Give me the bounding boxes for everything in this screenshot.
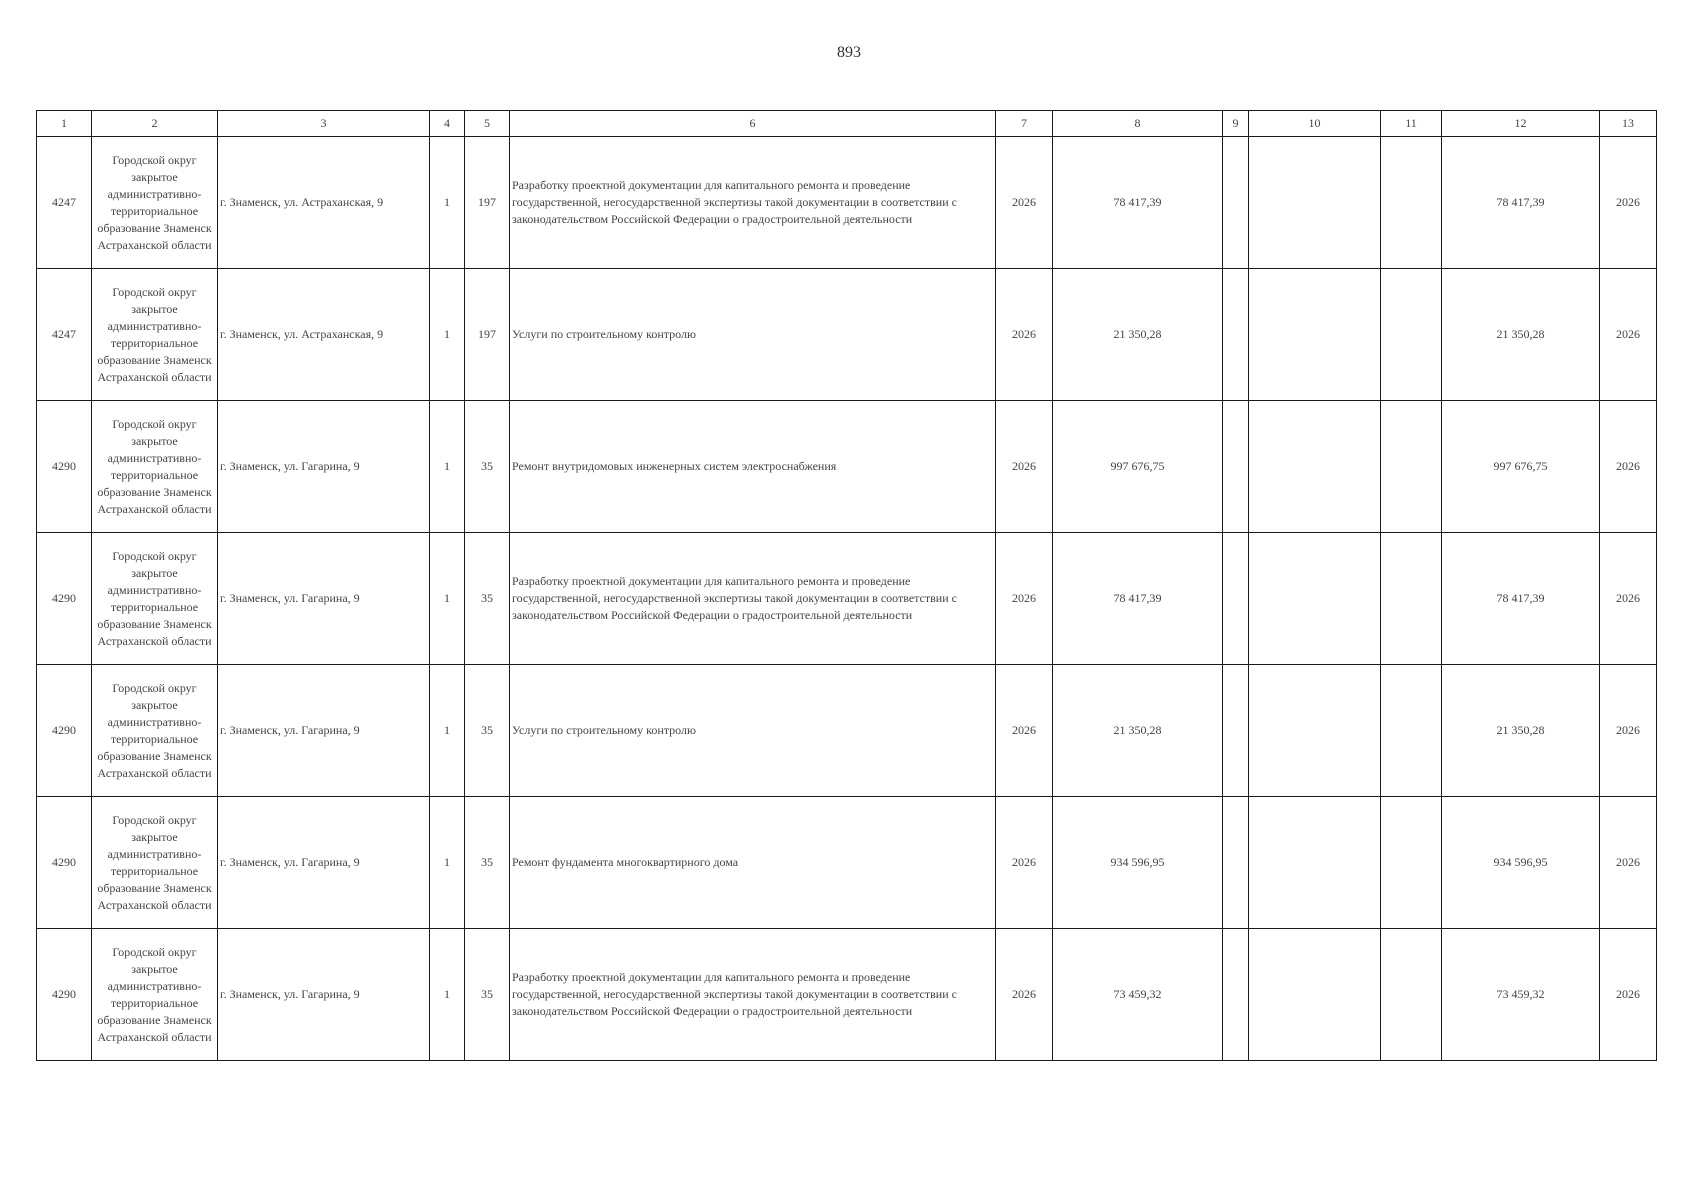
cell-col13: 2026 — [1600, 797, 1657, 929]
cell-year: 2026 — [996, 401, 1053, 533]
cell-col13: 2026 — [1600, 665, 1657, 797]
cell-municipality — [92, 533, 218, 665]
cell-total: 997 676,75 — [1053, 401, 1223, 533]
cell-address: г. Знаменск, ул. Гагарина, 9 — [218, 533, 430, 665]
cell-col10 — [1249, 269, 1381, 401]
cell-municipality — [92, 929, 218, 1061]
cell-col9 — [1223, 665, 1249, 797]
col-header-6: 6 — [510, 111, 996, 137]
cell-municipality — [92, 401, 218, 533]
cell-col13: 2026 — [1600, 137, 1657, 269]
municipality-text: Городской округ закрытое административно-территориальное образование Знаменск Астраханской области — [97, 416, 212, 516]
cell-col12: 78 417,39 — [1442, 137, 1600, 269]
cell-total: 21 350,28 — [1053, 665, 1223, 797]
cell-municipality — [92, 269, 218, 401]
cell-total: 78 417,39 — [1053, 137, 1223, 269]
cell-work-type: Ремонт внутридомовых инженерных систем электроснабжения — [510, 401, 996, 533]
cell-col12: 78 417,39 — [1442, 533, 1600, 665]
cell-col12: 997 676,75 — [1442, 401, 1600, 533]
cell-year: 2026 — [996, 665, 1053, 797]
cell-address: г. Знаменск, ул. Гагарина, 9 — [218, 401, 430, 533]
cell-col5: 197 — [465, 137, 510, 269]
cell-work-type: Разработку проектной документации для капитального ремонта и проведение государственной, негосударственной экспертизы такой документации в соответствии с законодательством Российской Федерации о градостроительной деятельности — [510, 533, 996, 665]
col-header-4: 4 — [430, 111, 465, 137]
cell-year: 2026 — [996, 137, 1053, 269]
col-header-7: 7 — [996, 111, 1053, 137]
cell-total: 21 350,28 — [1053, 269, 1223, 401]
cell-municipality — [92, 665, 218, 797]
cell-id: 4290 — [37, 797, 92, 929]
cell-work-type: Услуги по строительному контролю — [510, 665, 996, 797]
cell-col11 — [1381, 137, 1442, 269]
municipality-text: Городской округ закрытое административно-территориальное образование Знаменск Астраханской области — [97, 680, 212, 780]
cell-work-type: Разработку проектной документации для капитального ремонта и проведение государственной, негосударственной экспертизы такой документации в соответствии с законодательством Российской Федерации о градостроительной деятельности — [510, 137, 996, 269]
table-row — [37, 797, 1657, 929]
cell-col12: 934 596,95 — [1442, 797, 1600, 929]
cell-col10 — [1249, 665, 1381, 797]
cell-col11 — [1381, 533, 1442, 665]
cell-col10 — [1249, 929, 1381, 1061]
cell-col4: 1 — [430, 797, 465, 929]
table-row — [37, 533, 1657, 665]
cell-col4: 1 — [430, 533, 465, 665]
cell-col12: 73 459,32 — [1442, 929, 1600, 1061]
cell-col11 — [1381, 797, 1442, 929]
works-table — [36, 110, 1657, 1061]
cell-col10 — [1249, 533, 1381, 665]
col-header-12: 12 — [1442, 111, 1600, 137]
cell-municipality — [92, 137, 218, 269]
cell-col9 — [1223, 269, 1249, 401]
cell-col5: 35 — [465, 401, 510, 533]
cell-col12: 21 350,28 — [1442, 269, 1600, 401]
table-row — [37, 665, 1657, 797]
col-header-13: 13 — [1600, 111, 1657, 137]
cell-col13: 2026 — [1600, 269, 1657, 401]
col-header-2: 2 — [92, 111, 218, 137]
cell-col11 — [1381, 929, 1442, 1061]
col-header-9: 9 — [1223, 111, 1249, 137]
cell-id: 4247 — [37, 269, 92, 401]
cell-col10 — [1249, 401, 1381, 533]
cell-year: 2026 — [996, 797, 1053, 929]
col-header-3: 3 — [218, 111, 430, 137]
table-row — [37, 401, 1657, 533]
cell-work-type: Услуги по строительному контролю — [510, 269, 996, 401]
cell-work-type: Разработку проектной документации для капитального ремонта и проведение государственной, негосударственной экспертизы такой документации в соответствии с законодательством Российской Федерации о градостроительной деятельности — [510, 929, 996, 1061]
cell-col5: 35 — [465, 665, 510, 797]
col-header-10: 10 — [1249, 111, 1381, 137]
cell-col4: 1 — [430, 269, 465, 401]
col-header-8: 8 — [1053, 111, 1223, 137]
cell-col9 — [1223, 797, 1249, 929]
cell-col13: 2026 — [1600, 401, 1657, 533]
table-row — [37, 137, 1657, 269]
cell-year: 2026 — [996, 269, 1053, 401]
cell-col4: 1 — [430, 665, 465, 797]
cell-col13: 2026 — [1600, 929, 1657, 1061]
cell-address: г. Знаменск, ул. Гагарина, 9 — [218, 665, 430, 797]
page-number: 893 — [837, 44, 861, 61]
header-row — [37, 111, 1657, 137]
cell-col4: 1 — [430, 929, 465, 1061]
cell-col4: 1 — [430, 137, 465, 269]
cell-col9 — [1223, 137, 1249, 269]
cell-total: 73 459,32 — [1053, 929, 1223, 1061]
cell-col12: 21 350,28 — [1442, 665, 1600, 797]
cell-col9 — [1223, 533, 1249, 665]
municipality-text: Городской округ закрытое административно-территориальное образование Знаменск Астраханской области — [97, 944, 212, 1044]
col-header-5: 5 — [465, 111, 510, 137]
cell-id: 4290 — [37, 533, 92, 665]
cell-year: 2026 — [996, 533, 1053, 665]
cell-col13: 2026 — [1600, 533, 1657, 665]
municipality-text: Городской округ закрытое административно-территориальное образование Знаменск Астраханской области — [97, 152, 212, 252]
cell-year: 2026 — [996, 929, 1053, 1061]
cell-col10 — [1249, 797, 1381, 929]
cell-col9 — [1223, 401, 1249, 533]
municipality-text: Городской округ закрытое административно-территориальное образование Знаменск Астраханской области — [97, 812, 212, 912]
cell-col11 — [1381, 401, 1442, 533]
cell-col11 — [1381, 665, 1442, 797]
cell-col4: 1 — [430, 401, 465, 533]
municipality-text: Городской округ закрытое административно-территориальное образование Знаменск Астраханской области — [97, 548, 212, 648]
cell-address: г. Знаменск, ул. Астраханская, 9 — [218, 269, 430, 401]
cell-col9 — [1223, 929, 1249, 1061]
cell-total: 934 596,95 — [1053, 797, 1223, 929]
cell-total: 78 417,39 — [1053, 533, 1223, 665]
cell-address: г. Знаменск, ул. Гагарина, 9 — [218, 797, 430, 929]
table-row — [37, 929, 1657, 1061]
cell-municipality — [92, 797, 218, 929]
cell-col11 — [1381, 269, 1442, 401]
cell-col10 — [1249, 137, 1381, 269]
cell-col5: 197 — [465, 269, 510, 401]
cell-col5: 35 — [465, 929, 510, 1061]
table-row — [37, 269, 1657, 401]
col-header-11: 11 — [1381, 111, 1442, 137]
cell-id: 4247 — [37, 137, 92, 269]
cell-col5: 35 — [465, 533, 510, 665]
col-header-1: 1 — [37, 111, 92, 137]
cell-id: 4290 — [37, 401, 92, 533]
cell-address: г. Знаменск, ул. Астраханская, 9 — [218, 137, 430, 269]
municipality-text: Городской округ закрытое административно-территориальное образование Знаменск Астраханской области — [97, 284, 212, 384]
cell-col5: 35 — [465, 797, 510, 929]
cell-id: 4290 — [37, 929, 92, 1061]
cell-work-type: Ремонт фундамента многоквартирного дома — [510, 797, 996, 929]
cell-id: 4290 — [37, 665, 92, 797]
cell-address: г. Знаменск, ул. Гагарина, 9 — [218, 929, 430, 1061]
